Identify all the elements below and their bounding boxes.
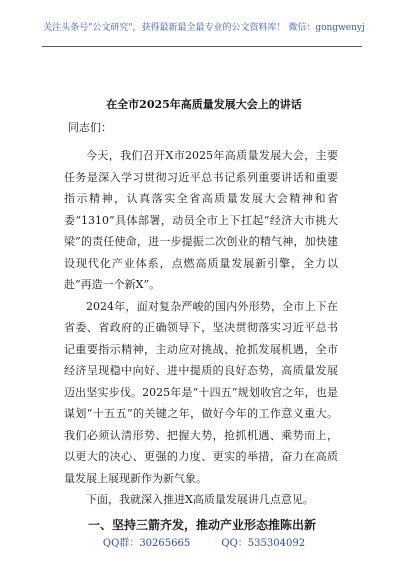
header-divider xyxy=(42,46,362,47)
salutation: 同志们： xyxy=(68,121,112,134)
footer-qq: QQ：535304092 xyxy=(221,538,306,549)
footer-qq-group: QQ群：30265665 xyxy=(102,538,191,549)
body-paragraph-3: 下面，我就深入推进X高质量发展讲几点意见。 xyxy=(86,493,314,506)
body-paragraph-1: 今天，我们召开X市2025年高质量发展大会，主要任务是深入学习贯彻习近平总书记系列重要讲话和重要指示精神，认真落实全省高质量发展大会精神和省委“1310”具体部署，动员全市上下扛起“经济大市挑大梁”的责任使命，进一步提振二次创业的精气神，加快建设现代化产业体系，点燃高质量发展新引擎，全力以赴“再造一个新X”。 xyxy=(64,149,338,291)
footer-contact xyxy=(0,534,408,549)
section-heading: 一、坚持三箭齐发，推动产业形态推陈出新 xyxy=(88,517,317,532)
document-title: 在全市2025年高质量发展大会上的讲话 xyxy=(106,98,302,111)
document-body xyxy=(64,120,338,536)
header-promo-text: 关注头条号"公文研究"，获得最新最全最专业的公文资料库！ 微信：gongwenyj xyxy=(43,23,365,33)
body-paragraph-2: 2024年，面对复杂严峻的国内外形势，全市上下在省委、省政府的正确领导下，坚决贯彻落实习近平总书记重要指示精神，主动应对挑战、抢抓发展机遇，全市经济呈现稳中向好、进中提质的良好态势，高质量发展迈出坚实步伐。2025年是“十四五”规划收官之年，也是谋划“十五五”的关键之年，做好今年的工作意义重大。我们必须认清形势、把握大势，抢抓机遇、乘势而上，以更大的决心、更强的力度、更实的举措，奋力在高质量发展上展现新作为新气象。 xyxy=(64,299,338,485)
